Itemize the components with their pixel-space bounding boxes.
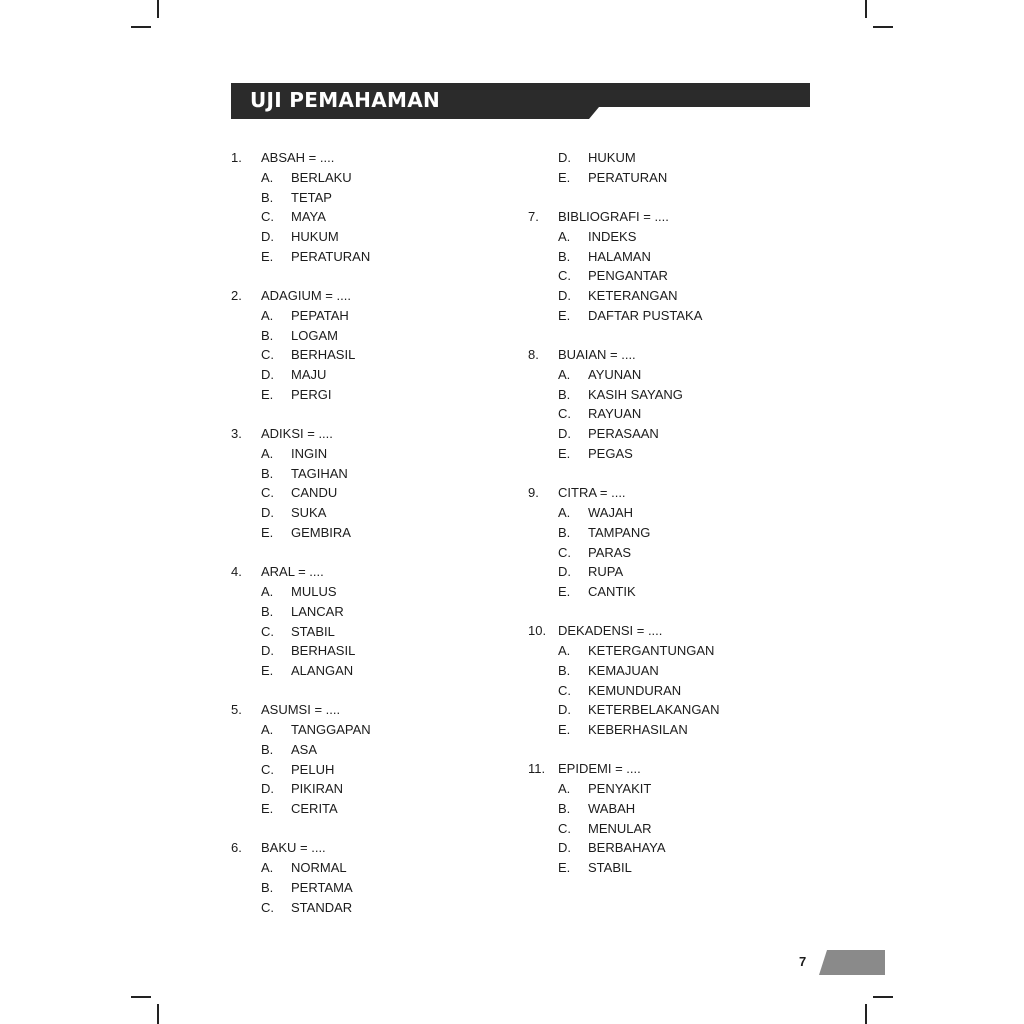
option-text: DAFTAR PUSTAKA [588, 307, 703, 323]
option-text: HALAMAN [588, 248, 651, 264]
question-text: DEKADENSI = .... [558, 623, 663, 639]
crop-mark [865, 0, 867, 18]
option-text: PEPATAH [291, 307, 349, 323]
option-letter: C. [558, 406, 571, 422]
option-text: WAJAH [588, 505, 634, 521]
option-letter: D. [558, 426, 571, 442]
option-letter: B. [558, 662, 571, 678]
option-letter: D. [558, 702, 571, 718]
option-text: HUKUM [588, 150, 636, 165]
option-text: PARAS [588, 544, 632, 560]
crop-mark [131, 26, 151, 28]
option-text: TAGIHAN [291, 465, 348, 481]
option-letter: C. [261, 899, 274, 915]
option-text: KETERANGAN [588, 288, 678, 304]
option-text: HUKUM [291, 229, 339, 244]
option-letter: D. [261, 781, 274, 797]
option-text: KETERBELAKANGAN [588, 702, 720, 718]
option-letter: C. [261, 761, 274, 777]
option-text: PERASAAN [588, 426, 659, 442]
question-text: BIBLIOGRAFI = .... [558, 209, 669, 225]
option-text: PERATURAN [588, 169, 668, 185]
option-text: MAYA [291, 209, 326, 225]
option-letter: D. [261, 643, 274, 659]
question-number: 1. [231, 150, 242, 165]
option-letter: D. [558, 840, 571, 856]
option-letter: B. [261, 879, 274, 895]
option-text: MENULAR [588, 820, 652, 836]
option-text: SUKA [291, 505, 327, 521]
section-header [231, 83, 810, 119]
crop-mark [873, 26, 893, 28]
question-number: 6. [231, 840, 242, 856]
option-text: LANCAR [291, 603, 344, 619]
option-letter: C. [558, 820, 571, 836]
option-text: PERTAMA [291, 879, 353, 895]
option-text: STABIL [291, 623, 335, 639]
option-letter: A. [558, 366, 571, 382]
option-text: PERATURAN [291, 248, 371, 264]
option-text: INDEKS [588, 228, 637, 244]
option-letter: E. [558, 445, 571, 461]
option-letter: D. [558, 288, 571, 304]
option-text: BERHASIL [291, 347, 356, 363]
option-letter: D. [558, 564, 571, 580]
question-number: 3. [231, 426, 242, 442]
option-text: KETERGANTUNGAN [588, 643, 715, 659]
option-letter: E. [558, 722, 571, 738]
option-text: ALANGAN [291, 663, 354, 679]
option-text: PELUH [291, 761, 335, 777]
option-letter: C. [558, 544, 571, 560]
option-text: KEMUNDURAN [588, 682, 682, 698]
option-letter: A. [261, 722, 274, 738]
option-text: TAMPANG [588, 524, 651, 540]
section-title: UJI PEMAHAMAN [250, 88, 441, 112]
option-text: BERLAKU [291, 169, 352, 185]
option-letter: B. [261, 327, 274, 343]
question-number: 2. [231, 288, 242, 304]
option-letter: E. [261, 386, 274, 402]
question-number: 10. [528, 623, 547, 639]
option-letter: C. [261, 209, 274, 225]
option-letter: E. [261, 801, 274, 817]
option-text: KEBERHASILAN [588, 722, 688, 738]
option-letter: C. [261, 623, 274, 639]
question-text: ABSAH = .... [261, 150, 335, 165]
option-letter: E. [261, 248, 274, 264]
option-text: STABIL [588, 860, 632, 876]
option-text: RAYUAN [588, 406, 642, 422]
option-text: CANTIK [588, 584, 636, 600]
option-text: MAJU [291, 367, 327, 383]
option-letter: A. [261, 307, 274, 323]
option-letter: D. [261, 367, 274, 383]
question-text: ADIKSI = .... [261, 426, 333, 442]
crop-mark [131, 996, 151, 998]
option-text: TANGGAPAN [291, 722, 371, 738]
option-text: TETAP [291, 189, 332, 205]
option-text: INGIN [291, 445, 328, 461]
question-number: 5. [231, 702, 242, 718]
option-letter: E. [558, 169, 571, 185]
option-letter: E. [261, 663, 274, 679]
option-letter: E. [261, 524, 274, 540]
option-text: PENYAKIT [588, 781, 652, 797]
option-letter: A. [261, 445, 274, 461]
crop-mark [157, 0, 159, 18]
option-letter: A. [558, 505, 571, 521]
option-text: MULUS [291, 584, 337, 600]
crop-mark [873, 996, 893, 998]
option-letter: B. [261, 189, 274, 205]
option-letter: E. [558, 584, 571, 600]
question-text: EPIDEMI = .... [558, 761, 641, 777]
option-letter: B. [261, 741, 274, 757]
question-text: BUAIAN = .... [558, 347, 636, 363]
option-letter: A. [558, 228, 571, 244]
option-letter: E. [558, 307, 571, 323]
option-text: PERGI [291, 386, 332, 402]
question-text: CITRA = .... [558, 485, 626, 501]
option-letter: A. [261, 860, 274, 876]
option-text: CANDU [291, 485, 338, 501]
option-letter: B. [261, 465, 274, 481]
option-text: BERBAHAYA [588, 840, 666, 856]
option-letter: C. [558, 268, 571, 284]
option-letter: A. [558, 781, 571, 797]
option-text: KASIH SAYANG [588, 386, 683, 402]
option-text: KEMAJUAN [588, 662, 659, 678]
option-text: BERHASIL [291, 643, 356, 659]
option-letter: D. [261, 229, 274, 244]
option-letter: E. [558, 860, 571, 876]
option-letter: A. [558, 643, 571, 659]
crop-mark [865, 1004, 867, 1024]
option-text: RUPA [588, 564, 624, 580]
option-letter: B. [558, 524, 571, 540]
question-number: 9. [528, 485, 539, 501]
option-letter: C. [558, 682, 571, 698]
question-text: ARAL = .... [261, 564, 324, 580]
option-letter: B. [261, 603, 274, 619]
question-number: 8. [528, 347, 539, 363]
option-text: GEMBIRA [291, 524, 351, 540]
page-number: 7 [799, 954, 807, 969]
question-text: ADAGIUM = .... [261, 288, 351, 304]
question-text: BAKU = .... [261, 840, 326, 856]
question-number: 4. [231, 564, 242, 580]
option-letter: A. [261, 584, 274, 600]
question-text: ASUMSI = .... [261, 702, 341, 718]
option-text: ASA [291, 741, 318, 757]
crop-mark [157, 1004, 159, 1024]
option-letter: B. [558, 800, 571, 816]
page-tab [819, 950, 885, 975]
option-letter: D. [558, 150, 571, 165]
option-text: STANDAR [291, 899, 353, 915]
question-number: 7. [528, 209, 539, 225]
option-text: PEGAS [588, 445, 633, 461]
option-letter: C. [261, 347, 274, 363]
option-letter: B. [558, 386, 571, 402]
option-text: PENGANTAR [588, 268, 668, 284]
option-letter: B. [558, 248, 571, 264]
option-text: AYUNAN [588, 366, 642, 382]
question-number: 11. [528, 761, 546, 777]
option-letter: A. [261, 169, 274, 185]
option-letter: D. [261, 505, 274, 521]
option-text: CERITA [291, 801, 338, 817]
option-letter: C. [261, 485, 274, 501]
option-text: PIKIRAN [291, 781, 344, 797]
option-text: WABAH [588, 800, 636, 816]
option-text: NORMAL [291, 860, 347, 876]
option-text: LOGAM [291, 327, 338, 343]
